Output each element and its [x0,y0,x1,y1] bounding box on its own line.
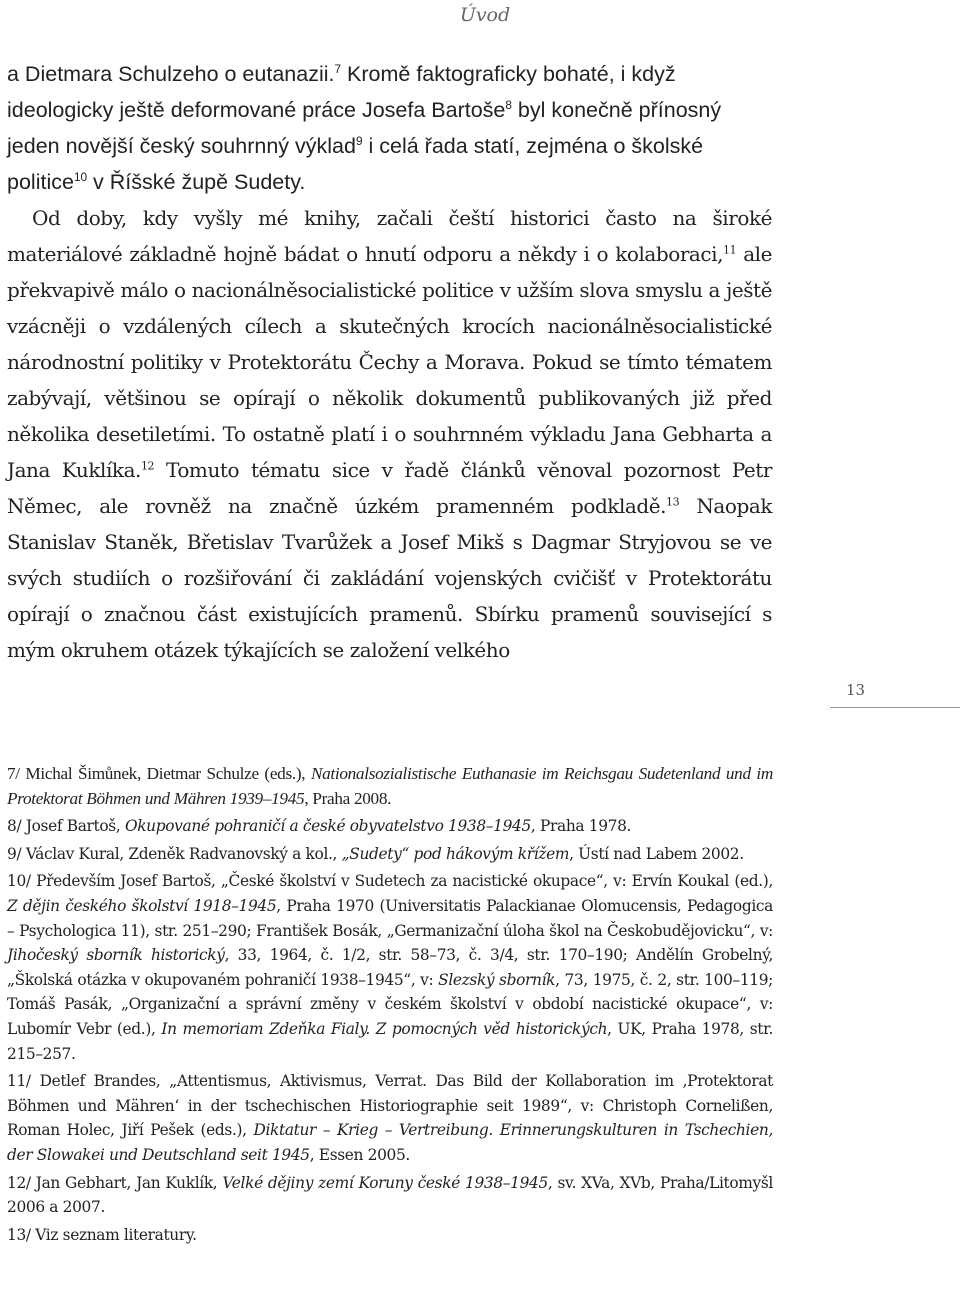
footnote-number: 10/ [7,872,31,891]
footnote-ref-9[interactable]: 9 [355,133,363,148]
footnote-13 [7,1223,773,1248]
footnote-text: , 33, 1964, č. 1/2, str. 58–73, č. 3/4, str. 170–190; Andělín Grobelný, „Školská otázka v okupovaném pohraničí 1938–1945“, v: [7,946,773,989]
footnote-title: Okupované pohraničí a české obyvatelstvo 1938–1945 [124,817,531,836]
paragraph-2 [7,200,772,668]
footnote-12 [7,1171,773,1220]
running-title: Úvod [459,4,511,26]
paragraph-1-text: v Říšské župě Sudety. [87,170,306,194]
paragraph-2-text: Naopak Stanislav Staněk, Břetislav Tvarůžek a Josef Mikš s Dagmar Stryjovou se ve svých studiích o rozšiřování či zakládání vojenských cvičišť v Protektorátu opírají o značnou část existujících pramenů. Sbírku pramenů související s mým okruhem otázek týkajících se založení velkého [7,494,772,662]
footnote-text: , Ústí nad Labem 2002. [569,844,744,863]
footnote-text: Jan Gebhart, Jan Kuklík, [30,1173,223,1192]
paragraph-1 [7,56,772,200]
paragraph-1-text: byl konečně přínosný jeden novější český souhrnný výklad [7,98,722,158]
footnote-8 [7,814,773,839]
running-header [0,4,960,26]
footnote-text: , 73, 1975, č. 2, str. 100–119; Tomáš Pasák, „Organizační a správní změny v českém školství v období nacistické okupace“, v: Lubomír Vebr (ed.), [7,970,774,1038]
paragraph-2-text: Tomuto tématu sice v řadě článků věnoval pozornost Petr Němec, ale rovněž na značně úzkém pramenném podkladě. [7,458,773,518]
footnote-7 [7,762,773,811]
footnote-ref-12[interactable]: 12 [140,459,155,473]
footnote-title: In memoriam Zdeňka Fialy. Z pomocných věd historických [161,1019,608,1038]
footnote-9 [7,842,773,867]
footnote-text: Michal Šimůnek, Dietmar Schulze (eds.), [19,764,311,783]
footnote-text: Viz seznam literatury. [30,1225,197,1244]
main-text [7,56,772,668]
page-number-marker [830,681,960,708]
footnote-title: Jihočeský sborník historický [7,946,225,965]
footnote-text: Václav Kural, Zdeněk Radvanovský a kol., [21,844,342,863]
footnote-text: Josef Bartoš, [21,817,125,836]
footnote-text: , Praha 1970 (Universitatis Palackianae Olomucensis, Pedagogica – Psychologica 11), str. 251–290; František Bosák, „Germanizační úloha škol na Českobudějovicku“, v: [7,896,773,940]
footnote-title: Z dějin českého školství 1918–1945 [7,896,277,915]
footnote-title: „Sudety“ pod hákovým křížem [341,844,570,863]
footnote-number: 12/ [7,1173,31,1192]
footnote-number: 7/ [7,764,20,783]
footnote-number: 8/ [7,817,22,836]
footnote-text: Především Josef Bartoš, „České školství v Sudetech za nacistické okupace“, v: Ervín Koukal (ed.), [30,872,773,891]
footnote-number: 13/ [7,1225,31,1244]
paragraph-1-text: a Dietmara Schulzeho o eutanazii. [7,62,335,86]
footnote-text: , Praha 2008. [304,788,392,808]
footnote-text: , Essen 2005. [309,1145,410,1164]
footnote-ref-10[interactable]: 10 [73,169,88,184]
footnote-text: , sv. XVa, XVb, Praha/Litomyšl 2006 a 2007. [7,1173,773,1217]
footnote-text: , Praha 1978. [530,817,632,836]
footnote-title: Velké dějiny zemí Koruny české 1938–1945 [222,1173,548,1192]
footnote-text: Detlef Brandes, „Attentismus, Aktivismus, Verrat. Das Bild der Kollaboration im ‚Protektorat Böhmen und Mähren‘ in der tschechischen Historiographie seit 1989“, v: Christoph Cornelißen, Roman Holec, Jiří Pešek (eds.), [7,1072,773,1140]
footnote-ref-11[interactable]: 11 [723,243,737,257]
footnote-number: 11/ [7,1072,31,1091]
footnote-ref-13[interactable]: 13 [666,495,680,509]
page-number: 13 [846,681,866,699]
paragraph-1-text: Kromě faktograficky bohaté, i když ideologicky ještě deformované práce Josefa Bartoše [7,62,676,122]
footnote-11 [7,1069,773,1167]
footnote-ref-8[interactable]: 8 [505,97,512,112]
footnote-title: Nationalsozialistische Euthanasie im Reichsgau Sudetenland und im Protektorat Böhmen und Mähren 1939–1945 [7,764,774,808]
footnote-number: 9/ [7,844,22,863]
paragraph-2-text: ale překvapivě málo o nacionálněsocialistické politice v užším slova smyslu a ještě vzácněji o vzdálených cílech a skutečných krocích nacionálněsocialistické národnostní politiky v Protektorátu Čechy a Morava. Pokud se tímto tématem zabývají, většinou se opírají o několik dokumentů publikovaných již před několika desetiletími. To ostatně platí i o souhrnném výkladu Jana Gebharta a Jana Kuklíka. [7,242,772,482]
footnote-10 [7,869,773,1066]
footnotes [7,762,773,1250]
paragraph-1-text: i celá řada statí, zejména o školské politice [7,134,704,194]
footnote-title: Diktatur – Krieg – Vertreibung. Erinnerungskulturen in Tschechien, der Slowakei und Deutschland seit 1945 [7,1121,773,1164]
paragraph-2-text: Od doby, kdy vyšly mé knihy, začali čeští historici často na široké materiálové základně hojně bádat o hnutí odporu a někdy i o kolaboraci, [7,206,772,266]
footnote-ref-7[interactable]: 7 [334,61,342,76]
footnote-text: , UK, Praha 1978, str. 215–257. [7,1019,773,1063]
footnote-title: Slezský sborník [438,970,556,989]
